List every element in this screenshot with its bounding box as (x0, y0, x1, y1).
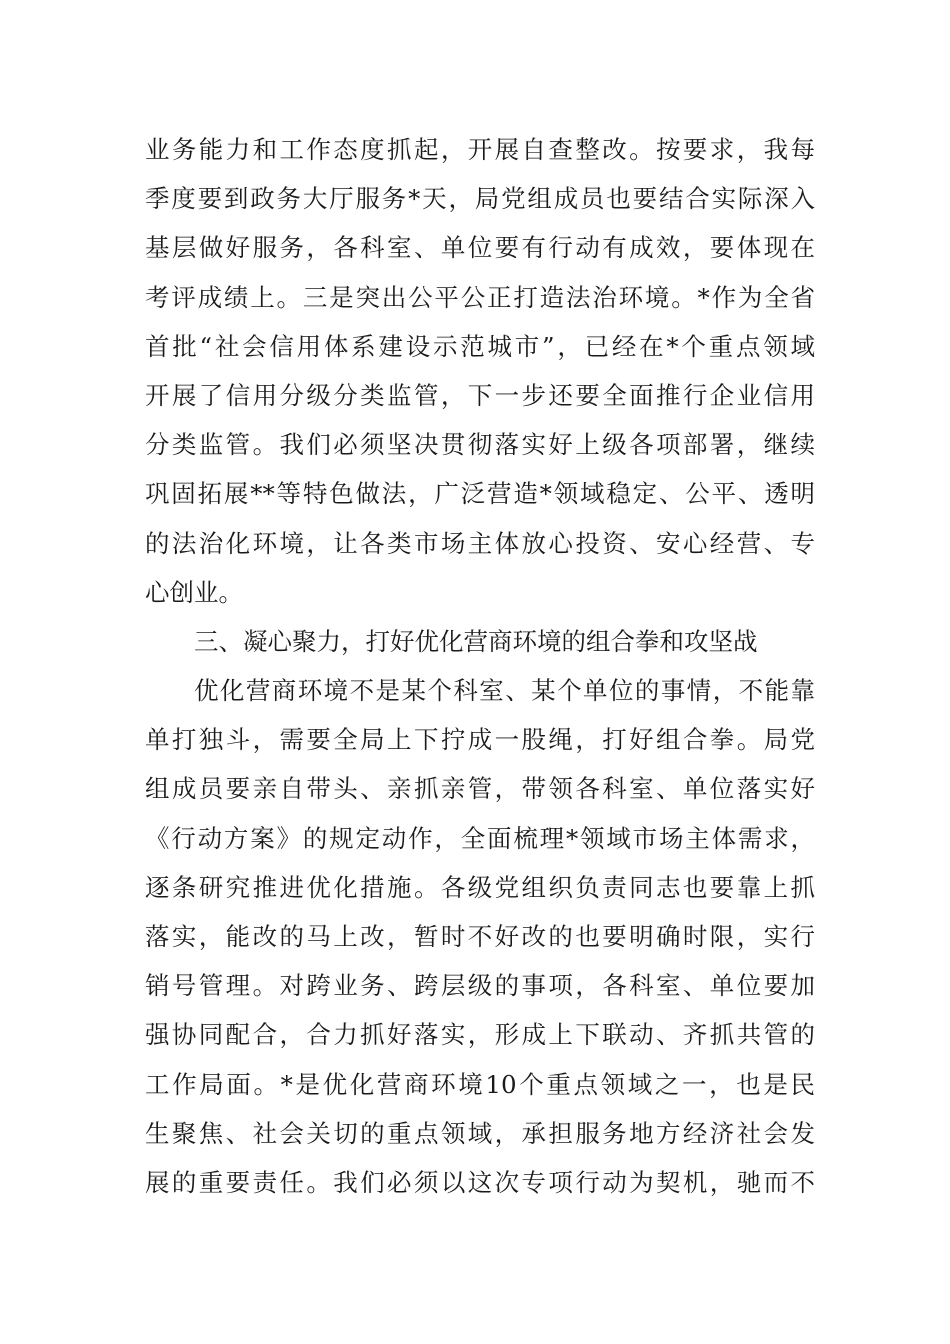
text-line: 开展了信用分级分类监管，下一步还要全面推行企业信用 (145, 380, 815, 410)
text-line: 业务能力和工作态度抓起，开展自查整改。按要求，我每 (145, 135, 815, 164)
text-line: 落实，能改的马上改，暂时不好改的也要明确时限，实行 (145, 922, 815, 951)
document-body (145, 125, 815, 1207)
text-line: 工作局面。*是优化营商环境10个重点领域之一，也是民 (145, 1069, 815, 1099)
section-heading-3 (145, 617, 815, 666)
text-line: 心创业。 (145, 577, 243, 607)
text-line: 分类监管。我们必须坚决贯彻落实好上级各项部署，继续 (145, 430, 815, 460)
text-line: 基层做好服务，各科室、单位要有行动有成效，要体现在 (145, 233, 815, 263)
paragraph-1 (145, 125, 815, 617)
text-line: 首批“社会信用体系建设示范城市”，已经在*个重点领域 (145, 331, 815, 361)
text-line: 逐条研究推进优化措施。各级党组织负责同志也要靠上抓 (145, 872, 815, 902)
text-line: 组成员要亲自带头、亲抓亲管，带领各科室、单位落实好 (145, 774, 815, 804)
text-line: 单打独斗，需要全局上下拧成一股绳，打好组合拳。局党 (145, 725, 815, 755)
text-line: 生聚焦、社会关切的重点领域，承担服务地方经济社会发 (145, 1118, 815, 1148)
paragraph-2 (145, 666, 815, 1207)
text-line: 考评成绩上。三是突出公平公正打造法治环境。*作为全省 (145, 282, 815, 312)
text-line: 强协同配合，合力抓好落实，形成上下联动、齐抓共管的 (145, 1020, 815, 1050)
text-line: 展的重要责任。我们必须以这次专项行动为契机，驰而不 (145, 1167, 815, 1197)
heading-line: 三、凝心聚力，打好优化营商环境的组合拳和攻坚战 (194, 626, 758, 656)
text-line: 销号管理。对跨业务、跨层级的事项，各科室、单位要加 (145, 971, 815, 1001)
text-line: 优化营商环境不是某个科室、某个单位的事情，不能靠 (194, 676, 815, 706)
text-line: 《行动方案》的规定动作，全面梳理*领域市场主体需求， (145, 823, 815, 853)
text-line: 的法治化环境，让各类市场主体放心投资、安心经营、专 (145, 528, 815, 558)
text-line: 季度要到政务大厅服务*天，局党组成员也要结合实际深入 (145, 184, 815, 214)
text-line: 巩固拓展**等特色做法，广泛营造*领域稳定、公平、透明 (145, 479, 815, 509)
